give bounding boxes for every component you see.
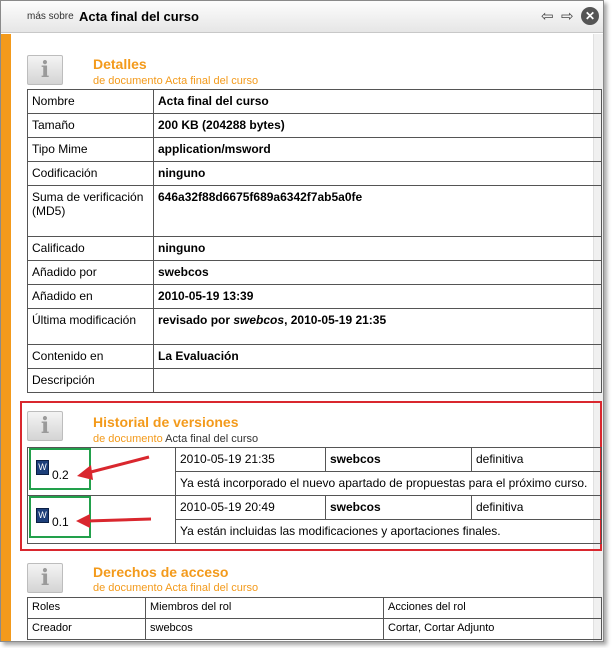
version-status: definitiva [472,496,602,520]
version-comment: Ya están incluidas las modificaciones y aportaciones finales. [176,520,602,544]
row-value: ninguno [154,162,602,186]
column-header: Miembros del rol [146,598,384,619]
row-value: Acta final del curso [154,90,602,114]
row-value: application/msword [154,138,602,162]
rights-subtitle [93,582,258,594]
version-date: 2010-05-19 20:49 [176,496,326,520]
table-row [28,114,602,138]
version-date: 2010-05-19 21:35 [176,448,326,472]
titlebar [1,1,603,33]
window-title: Acta final del curso [79,9,199,24]
rights-subtitle-doc: Acta final del curso [165,582,259,594]
row-label: Nombre [28,90,154,114]
version-number[interactable]: 0.1 [52,515,69,529]
row-label: Contenido en [28,345,154,369]
row-label: Añadido por [28,261,154,285]
row-label: Última modificación [28,309,154,345]
back-arrow-icon[interactable]: ⇦ [541,8,554,25]
table-row [28,138,602,162]
left-accent-bar [1,34,11,642]
members-cell: swebcos [146,619,384,640]
history-subtitle-doc: Acta final del curso [165,433,259,445]
title-prefix: más sobre [27,11,74,22]
row-label: Tamaño [28,114,154,138]
role-cell: Creador [28,619,146,640]
version-status: definitiva [472,448,602,472]
forward-arrow-icon[interactable]: ⇨ [561,8,574,25]
table-row [28,285,602,309]
info-icon: i [27,563,63,593]
row-value: 200 KB (204288 bytes) [154,114,602,138]
row-value: ninguno [154,237,602,261]
details-subtitle [93,75,258,87]
row-value: 646a32f88d6675f689a6342f7ab5a0fe [154,186,602,237]
row-label: Descripción [28,369,154,393]
table-row [28,186,602,237]
close-icon[interactable]: ✕ [581,7,599,25]
history-title: Historial de versiones [93,414,239,430]
row-label: Tipo Mime [28,138,154,162]
row-value: La Evaluación [154,345,602,369]
version-user: swebcos [326,448,472,472]
info-icon: i [27,411,63,441]
column-header: Acciones del rol [384,598,602,619]
info-icon: i [27,55,63,85]
row-value: swebcos [154,261,602,285]
table-header-row [28,598,602,619]
details-subtitle-prefix: de documento [93,75,163,87]
rights-table [27,597,602,640]
modified-prefix: revisado por [158,313,234,327]
table-row [28,345,602,369]
version-number[interactable]: 0.2 [52,468,69,482]
word-document-icon[interactable]: W [36,508,49,523]
history-subtitle-prefix: de documento [93,433,163,445]
rights-subtitle-prefix: de documento [93,582,163,594]
history-subtitle [93,433,258,445]
row-value: 2010-05-19 13:39 [154,285,602,309]
modified-date: , 2010-05-19 21:35 [284,313,387,327]
red-arrow-icon [73,453,153,483]
modified-user: swebcos [233,313,285,327]
row-label: Calificado [28,237,154,261]
actions-cell: Cortar, Cortar Adjunto [384,619,602,640]
table-row [28,369,602,393]
table-row [28,261,602,285]
row-label: Codificación [28,162,154,186]
row-label: Añadido en [28,285,154,309]
table-row [28,619,602,640]
details-table [27,89,602,393]
details-subtitle-doc: Acta final del curso [165,75,259,87]
version-comment: Ya está incorporado el nuevo apartado de propuestas para el próximo curso. [176,472,602,496]
row-label: Suma de verificación (MD5) [28,186,154,237]
row-value [154,309,602,345]
table-row [28,162,602,186]
rights-title: Derechos de acceso [93,564,229,580]
version-user: swebcos [326,496,472,520]
table-row [28,237,602,261]
red-arrow-icon [73,509,153,529]
table-row [28,309,602,345]
row-value [154,369,602,393]
table-row [28,90,602,114]
word-document-icon[interactable]: W [36,460,49,475]
column-header: Roles [28,598,146,619]
details-title: Detalles [93,56,147,72]
